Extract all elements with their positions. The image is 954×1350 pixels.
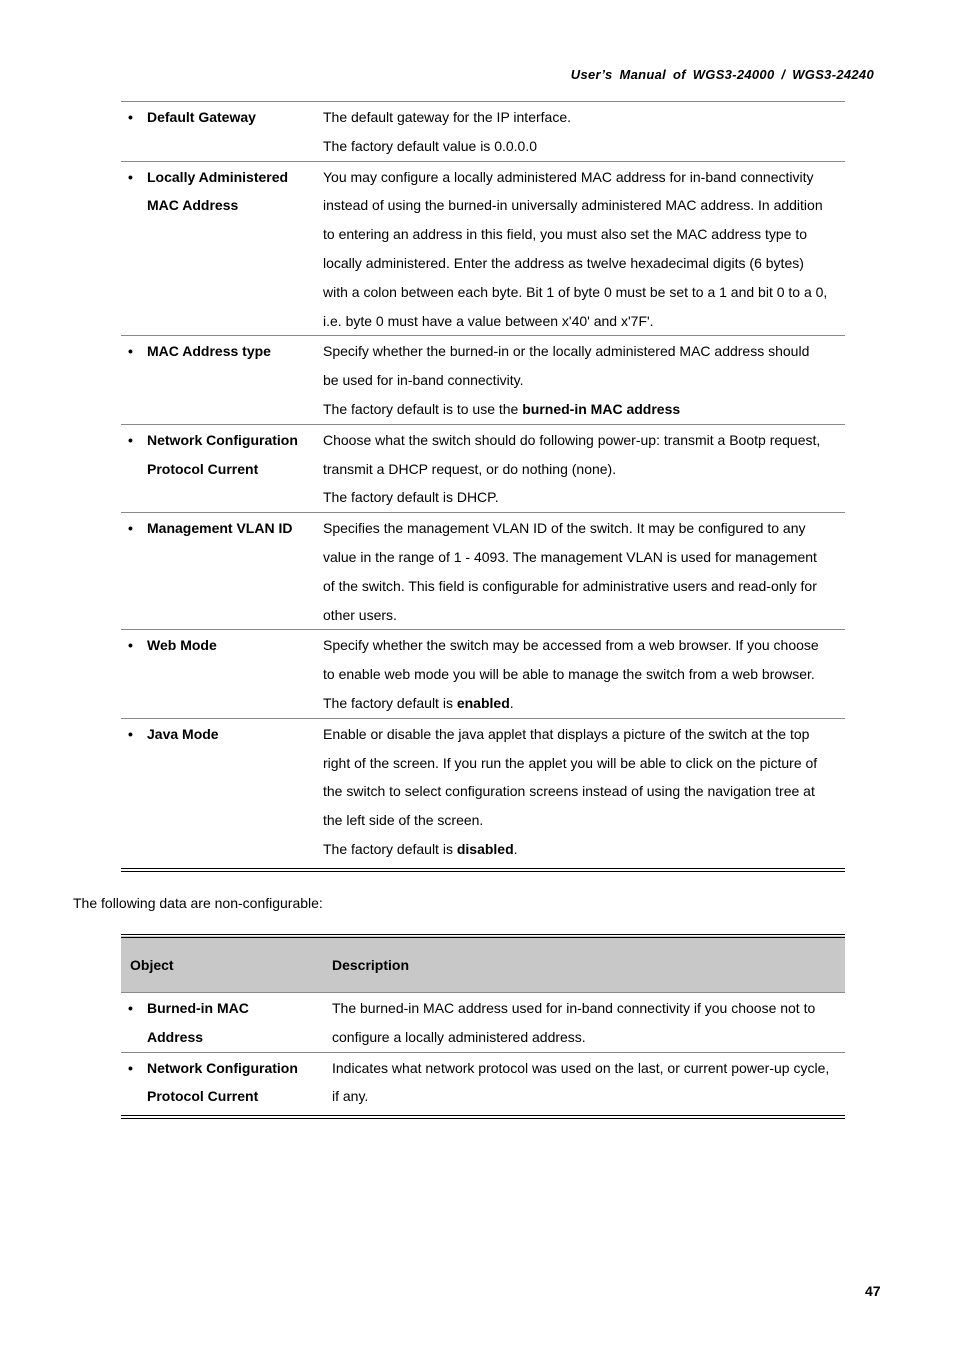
factory-default-prefix: The factory default is — [323, 694, 457, 711]
table-row — [121, 336, 845, 424]
non-configurable-intro: The following data are non-configurable: — [73, 895, 323, 911]
description-line: Specify whether the switch may be accessed from a web browser. If you choose — [323, 637, 819, 654]
description-line: The default gateway for the IP interface. — [323, 109, 572, 125]
description-line: the left side of the screen. — [323, 812, 484, 829]
running-header: User’s Manual of WGS3-24000 / WGS3-24240 — [570, 67, 874, 82]
bullet-icon: • — [128, 431, 133, 448]
object-name-line: Network Configuration — [147, 1059, 298, 1076]
description-line: Choose what the switch should do following power-up: transmit a Bootp request, — [323, 431, 821, 448]
description-cell — [332, 1052, 845, 1111]
description-line: be used for in-band connectivity. — [323, 372, 524, 389]
table-end-rule — [121, 1111, 845, 1117]
description-line: configure a locally administered address. — [332, 1028, 586, 1045]
table-row — [121, 993, 845, 1053]
description-line: value in the range of 1 - 4093. The management VLAN is used for management — [323, 548, 817, 565]
table-row — [121, 161, 845, 336]
description-line: instead of using the burned-in universally administered MAC address. In addition — [323, 197, 823, 214]
object-cell — [121, 513, 323, 630]
non-configurable-fields-table — [121, 934, 845, 1119]
object-name-line: MAC Address — [147, 197, 239, 214]
table-end-rule — [121, 864, 845, 870]
description-line: You may configure a locally administered MAC address for in-band connectivity — [323, 168, 814, 185]
description-line: if any. — [332, 1088, 369, 1105]
page-number: 47 — [865, 1283, 881, 1299]
bullet-icon: • — [128, 725, 133, 742]
description-line: with a colon between each byte. Bit 1 of byte 0 must be set to a 1 and bit 0 to a 0, — [323, 283, 828, 300]
object-name-line: Default Gateway — [147, 109, 256, 125]
table-row — [121, 513, 845, 630]
table-row — [121, 630, 845, 718]
factory-default-line — [323, 689, 839, 718]
object-name-line: Web Mode — [147, 637, 217, 654]
description-line: Enable or disable the java applet that displays a picture of the switch at the top — [323, 725, 810, 742]
description-line: other users. — [323, 606, 397, 623]
object-cell — [121, 993, 332, 1053]
description-line: of the switch. This field is configurable for administrative users and read-only for — [323, 577, 817, 594]
table-header-row — [121, 936, 845, 993]
description-line: The factory default is DHCP. — [323, 489, 499, 506]
description-line: to entering an address in this field, you must also set the MAC address type to — [323, 226, 808, 243]
bullet-icon: • — [128, 637, 133, 654]
description-line: Indicates what network protocol was used on the last, or current power-up cycle, — [332, 1059, 830, 1076]
description-line: The burned-in MAC address used for in-band connectivity if you choose not to — [332, 1000, 816, 1016]
object-cell — [121, 424, 323, 512]
factory-default-suffix: . — [513, 840, 518, 857]
bullet-icon: • — [128, 343, 133, 360]
description-line: to enable web mode you will be able to manage the switch from a web browser. — [323, 666, 815, 683]
description-cell — [323, 336, 845, 424]
description-line: locally administered. Enter the address as twelve hexadecimal digits (6 bytes) — [323, 254, 804, 271]
object-name-line: Java Mode — [147, 725, 219, 742]
object-cell — [121, 1052, 332, 1111]
description-line: the switch to select configuration screens instead of using the navigation tree at — [323, 783, 815, 800]
description-line: right of the screen. If you run the applet you will be able to click on the picture of — [323, 754, 818, 771]
description-cell — [323, 424, 845, 512]
object-name-line: Burned-in MAC — [147, 1000, 249, 1016]
object-cell — [121, 161, 323, 336]
object-name-line: Protocol Current — [147, 1088, 259, 1105]
factory-default-value: burned-in MAC address — [522, 400, 681, 417]
object-cell — [121, 336, 323, 424]
description-cell — [323, 718, 845, 863]
description-line: The factory default value is 0.0.0.0 — [323, 137, 538, 154]
factory-default-line — [323, 835, 839, 864]
column-header-description: Description — [332, 936, 845, 993]
factory-default-prefix: The factory default is to use the — [323, 400, 523, 417]
factory-default-prefix: The factory default is — [323, 840, 457, 857]
description-line: i.e. byte 0 must have a value between x'40' and x'7F'. — [323, 312, 654, 329]
object-name-line: Management VLAN ID — [147, 520, 293, 537]
object-cell — [121, 102, 323, 162]
description-cell — [323, 102, 845, 162]
factory-default-line — [323, 395, 839, 424]
object-cell — [121, 630, 323, 718]
column-header-object: Object — [121, 936, 332, 993]
table-row — [121, 102, 845, 162]
factory-default-suffix: . — [509, 694, 514, 711]
description-cell — [332, 993, 845, 1053]
description-line: transmit a DHCP request, or do nothing (none). — [323, 460, 617, 477]
bullet-icon: • — [128, 520, 133, 537]
table-row — [121, 1052, 845, 1111]
description-line: Specify whether the burned-in or the locally administered MAC address should — [323, 343, 810, 360]
description-cell — [323, 630, 845, 718]
object-name-line: MAC Address type — [147, 343, 271, 360]
object-name-line: Protocol Current — [147, 460, 259, 477]
table-row — [121, 424, 845, 512]
bullet-icon: • — [128, 1000, 133, 1016]
configurable-fields-table — [121, 101, 845, 872]
object-name-line: Address — [147, 1028, 204, 1045]
factory-default-value: enabled — [456, 694, 510, 711]
object-name-line: Locally Administered — [147, 168, 289, 185]
object-name-line: Network Configuration — [147, 431, 298, 448]
bullet-icon: • — [128, 168, 133, 185]
bullet-icon: • — [128, 109, 133, 125]
description-cell — [323, 161, 845, 336]
bullet-icon: • — [128, 1059, 133, 1076]
factory-default-value: disabled — [456, 840, 514, 857]
description-cell — [323, 513, 845, 630]
table-row — [121, 718, 845, 863]
description-line: Specifies the management VLAN ID of the switch. It may be configured to any — [323, 520, 806, 537]
object-cell — [121, 718, 323, 863]
